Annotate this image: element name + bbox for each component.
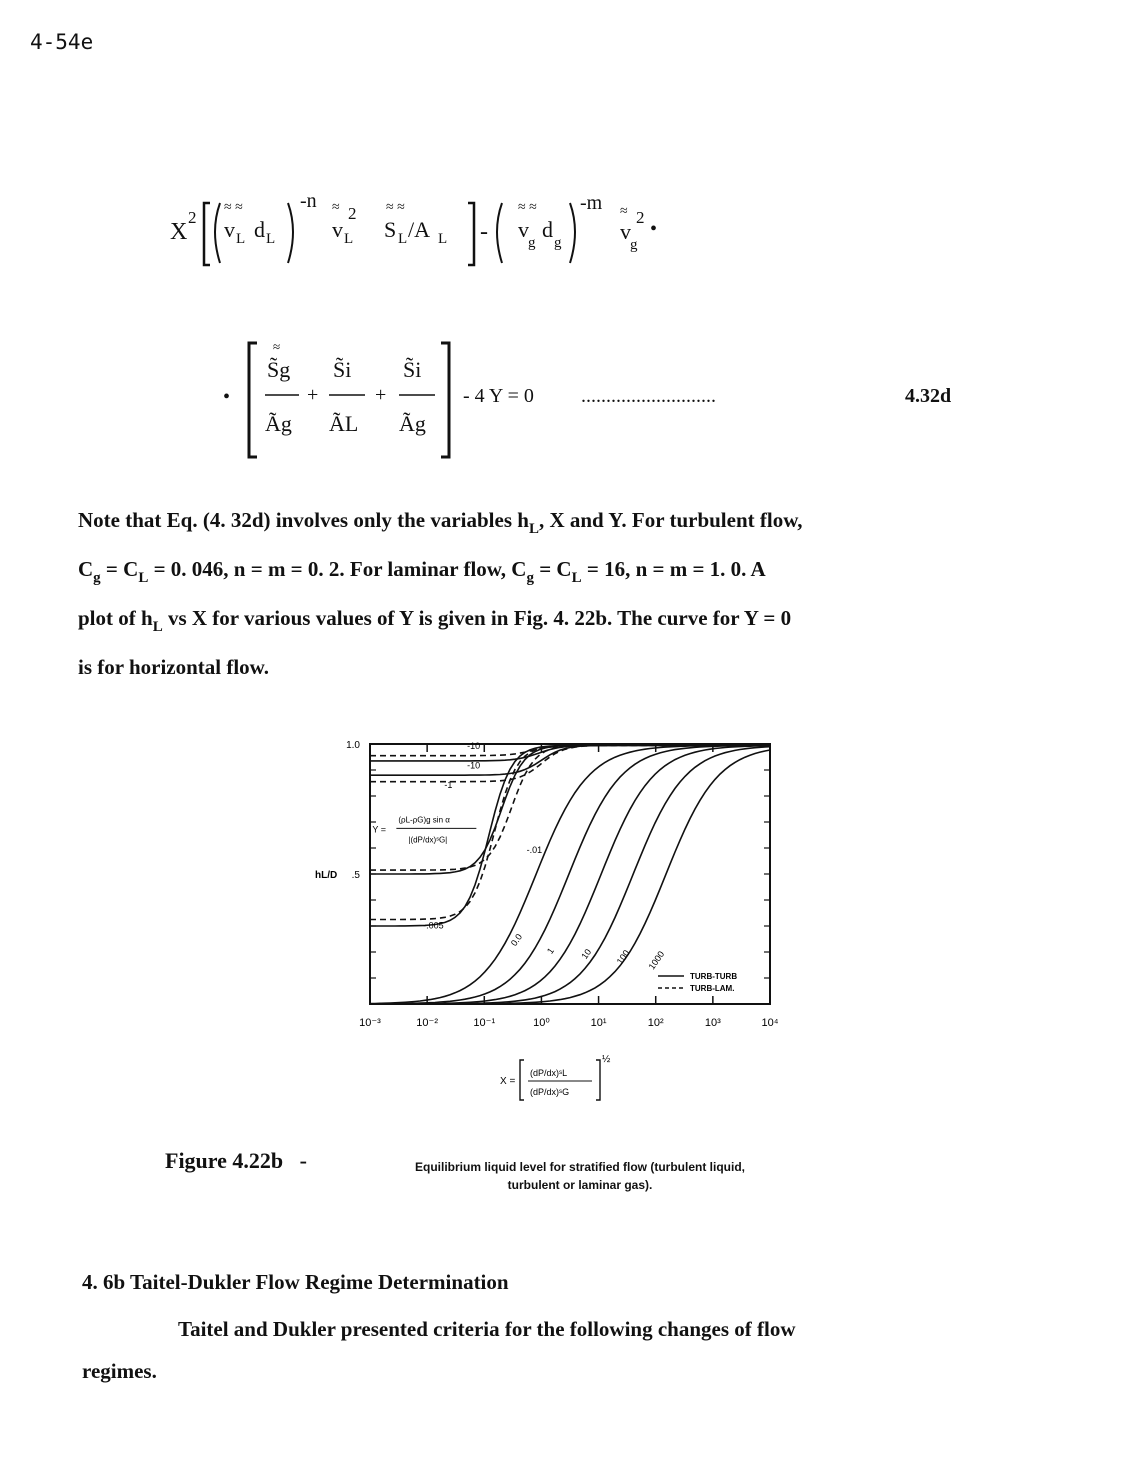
- section-body-line-2: regimes.: [82, 1359, 157, 1383]
- para-line-1: Note that Eq. (4. 32d) involves only the variables $h_L$, X and Y. For turbulent flow,: [78, 508, 803, 537]
- svg-text:d: d: [542, 217, 553, 242]
- svg-text:L: L: [438, 231, 448, 247]
- curve-label: 0.0: [508, 931, 525, 948]
- svg-text:≈ ≈: ≈ ≈: [224, 200, 243, 215]
- eq-lead: X: [170, 219, 188, 245]
- svg-text:v: v: [332, 217, 343, 242]
- frac3-num: S̃i: [403, 357, 422, 382]
- x-label-prefix: X =: [500, 1076, 516, 1087]
- curve-1000-solid: [370, 750, 770, 1004]
- legend-label: TURB-TURB: [690, 972, 738, 981]
- curve-label: -.01: [526, 845, 543, 856]
- curve-label: -.005: [423, 920, 444, 931]
- svg-text:≈ ≈: ≈ ≈: [518, 200, 537, 215]
- x-label-bracket-right: [596, 1060, 600, 1100]
- curve-label: 100: [614, 948, 632, 967]
- svg-text:L: L: [236, 231, 246, 247]
- curve-01-dashed: [370, 745, 770, 870]
- y-tick-label: .5: [351, 870, 360, 881]
- eq-minus: -: [480, 219, 488, 245]
- svg-text:/A: /A: [408, 217, 430, 242]
- plus-1: +: [307, 384, 319, 406]
- y-definition-numerator: (ρL-ρG)g sin α: [398, 815, 450, 825]
- plus-2: +: [375, 384, 387, 406]
- curve-label: -10: [467, 741, 481, 752]
- eq2-dot: •: [223, 386, 231, 408]
- x-tick-label: 10³: [704, 1017, 721, 1029]
- curve-label: 1000: [646, 949, 667, 972]
- para-line-2: $C_g = C_L = 0$. 046, n = m = 0. 2. For laminar flow, $C_g = C_L = 16$, n = m = 1. 0. A: [78, 557, 766, 586]
- body-paragraph: [78, 500, 998, 687]
- figure-label: Figure 4.22b -: [165, 1148, 307, 1173]
- frac3-den: Ãg: [399, 411, 426, 436]
- eq2-leaders: ...........................: [581, 385, 716, 407]
- svg-text:v: v: [620, 219, 631, 244]
- section-heading: 4. 6b Taitel-Dukler Flow Regime Determination: [82, 1270, 509, 1294]
- curve-label: -10: [467, 760, 481, 771]
- eq2-tail: - 4 Y = 0: [463, 385, 534, 407]
- curve-01-solid: [370, 745, 770, 874]
- curve-1-solid: [370, 745, 770, 1004]
- section-body-line-1: Taitel and Dukler presented criteria for the following changes of flow: [178, 1317, 796, 1341]
- eq-lead-sup: 2: [188, 208, 197, 227]
- x-tick-label: 10⁴: [761, 1017, 779, 1029]
- x-tick-label: 10²: [647, 1017, 664, 1029]
- x-label-exponent: ½: [602, 1054, 611, 1065]
- svg-text:≈: ≈: [332, 200, 340, 215]
- curve-label: 10: [579, 947, 594, 961]
- y-definition-prefix: Y =: [372, 824, 386, 835]
- x-label-bracket-left: [520, 1060, 524, 1100]
- x-label-denominator: (dP/dx)ˢG: [530, 1087, 570, 1097]
- equation-top: [150, 185, 710, 275]
- svg-text:≈: ≈: [620, 204, 628, 219]
- eq2-number: 4.32d: [905, 385, 952, 407]
- curve-label: -1: [444, 780, 453, 791]
- x-label-numerator: (dP/dx)ˢL: [530, 1068, 568, 1078]
- caption-line-1: Equilibrium liquid level for stratified flow (turbulent liquid,: [415, 1160, 745, 1174]
- x-tick-label: 10⁻²: [416, 1017, 439, 1029]
- y-tick-label: 1.0: [346, 740, 360, 751]
- svg-text:v: v: [224, 217, 235, 242]
- x-tick-label: 10⁻¹: [473, 1017, 496, 1029]
- curve-005-dashed: [370, 745, 770, 919]
- figure-caption: [360, 1158, 800, 1194]
- y-definition-denominator: |(dP/dx)ˢG|: [408, 835, 448, 845]
- x-tick-label: 10¹: [590, 1017, 607, 1029]
- frac2-num: S̃i: [333, 357, 352, 382]
- svg-text:L: L: [398, 231, 408, 247]
- svg-text:L: L: [266, 231, 276, 247]
- page-number: 4-54e: [30, 30, 94, 54]
- section-body: [82, 1308, 962, 1392]
- eq-exp-n: -n: [300, 190, 317, 212]
- eq-term2-sup: 2: [348, 204, 357, 223]
- eq-term5-sup: 2: [636, 208, 645, 227]
- x-tick-label: 10⁰: [533, 1017, 550, 1029]
- frac1-den: Ãg: [265, 411, 292, 436]
- svg-text:L: L: [344, 231, 354, 247]
- svg-text:g: g: [630, 237, 638, 253]
- y-axis-label: hL/D: [315, 870, 338, 881]
- caption-line-2: turbulent or laminar gas).: [507, 1178, 653, 1192]
- curve-1-dashed: [370, 745, 770, 781]
- eq-dot: •: [650, 218, 658, 240]
- eq-exp-m: -m: [580, 192, 603, 214]
- svg-text:≈ ≈: ≈ ≈: [386, 200, 405, 215]
- para-line-3: plot of $h_L$ vs X for various values of Y is given in Fig. 4. 22b. The curve for Y = 0: [78, 606, 792, 635]
- x-tick-label: 10⁻³: [359, 1017, 381, 1029]
- svg-text:g: g: [554, 235, 562, 251]
- para-line-4: is for horizontal flow.: [78, 655, 269, 679]
- equation-bottom: [215, 335, 985, 465]
- frac1-num: S̃g: [267, 357, 291, 382]
- svg-text:d: d: [254, 217, 265, 242]
- svg-text:S: S: [384, 217, 397, 242]
- curve-label: 1: [544, 945, 557, 956]
- svg-text:≈: ≈: [273, 339, 281, 354]
- liquid-level-chart: [300, 728, 820, 1148]
- frac2-den: ÃL: [329, 411, 359, 436]
- svg-text:v: v: [518, 217, 529, 242]
- legend-label: TURB-LAM.: [690, 984, 735, 993]
- svg-text:g: g: [528, 235, 536, 251]
